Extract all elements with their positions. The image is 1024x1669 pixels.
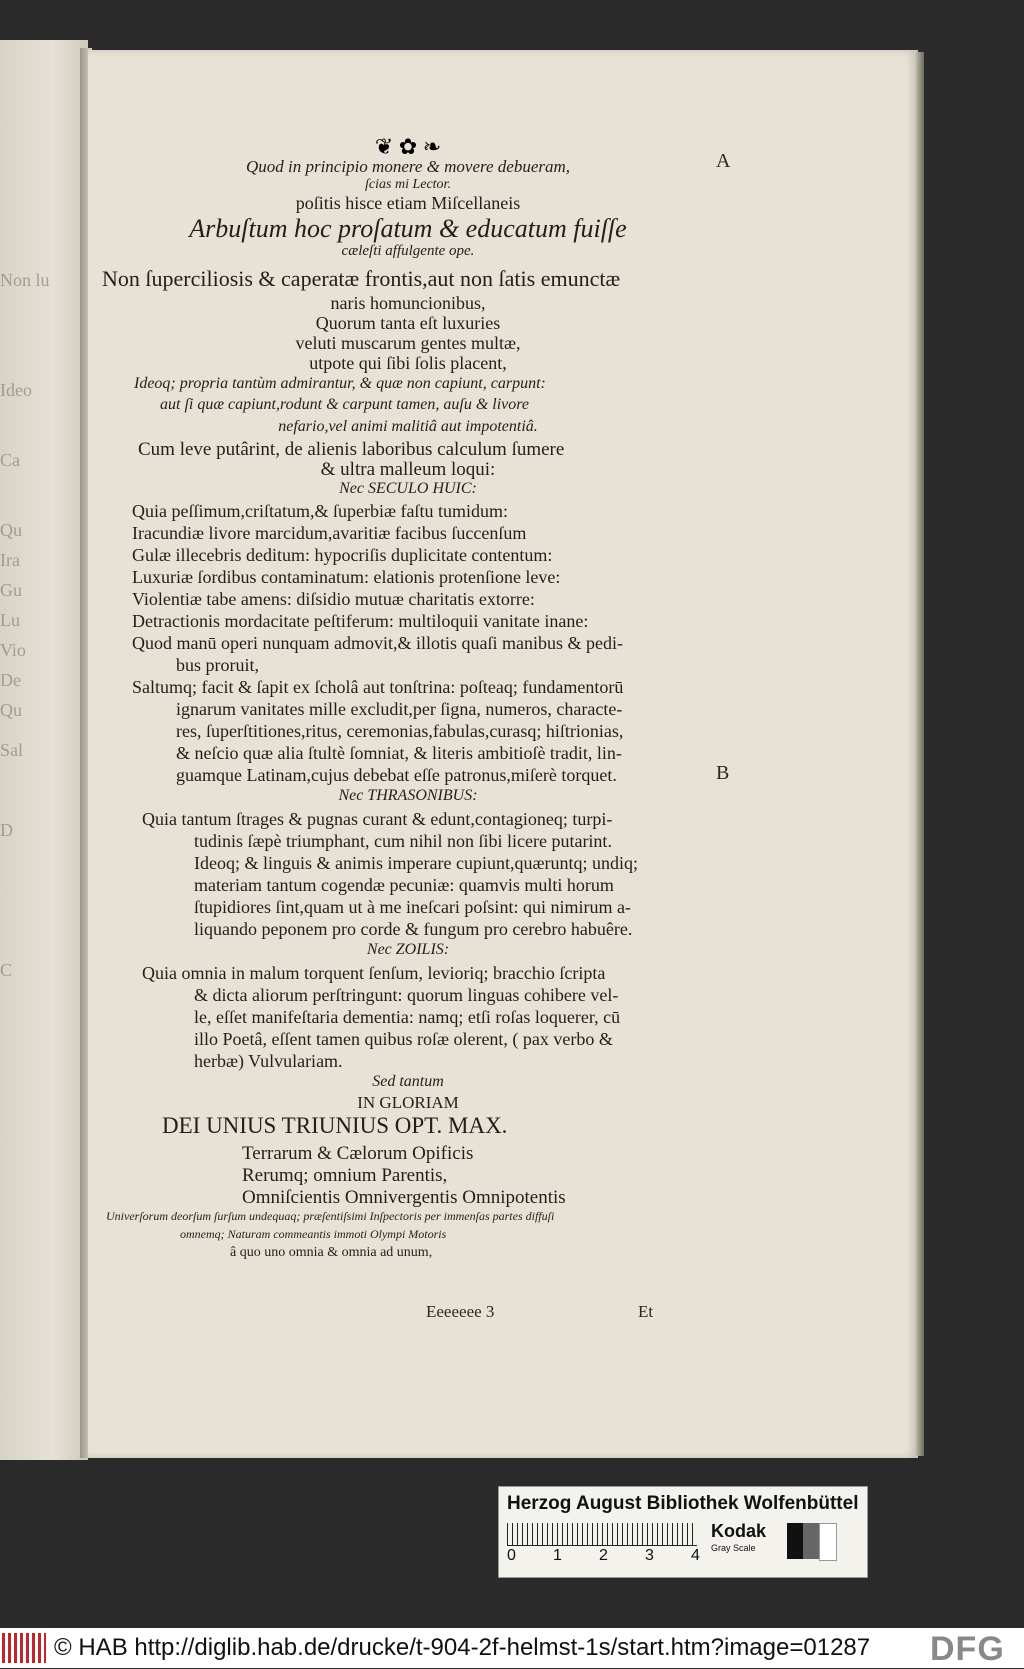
margin-mark-b: B <box>716 762 730 784</box>
text-line: res, ſuperſtitiones,ritus, ceremonias,fabulas,curasq; hiſtrionias, <box>176 721 624 741</box>
text-line: Violentiæ tabe amens: diſsidio mutuæ charitatis extorre: <box>132 589 535 609</box>
stamp-title: Herzog August Bibliothek Wolfenbüttel <box>507 1493 859 1514</box>
signature-mark: Eeeeeee 3 <box>426 1302 495 1321</box>
left-page-text: Gu <box>0 580 22 600</box>
gray-swatch-light <box>819 1523 837 1561</box>
left-page-text: C <box>0 960 13 980</box>
text-line: Quia omnia in malum torquent ſenſum, levioriq; bracchio ſcripta <box>142 963 606 983</box>
text-line: & neſcio quæ alia ſtultè ſomniat, & literis ambitioſè tradit, lin- <box>176 743 622 763</box>
text-line: bus proruit, <box>176 655 259 675</box>
left-page-text: Ideo <box>0 380 32 400</box>
text-line: Sed tantum <box>372 1073 444 1090</box>
text-line: tudinis ſæpè triumphant, cum nihil non ſibi licere putarint. <box>194 831 612 851</box>
book-page <box>88 50 918 1458</box>
text-line: Arbuſtum hoc proſatum & educatum fuiſſe <box>189 214 627 243</box>
left-page-text: Lu <box>0 610 20 630</box>
text-line: materiam tantum cogendæ pecuniæ: quamvis multi horum <box>194 875 614 895</box>
ruler-number: 0 <box>507 1547 516 1564</box>
text-line: â quo uno omnia & omnia ad unum, <box>230 1245 433 1260</box>
text-line: aut ſi quæ capiunt,rodunt & carpunt tamen, auſu & livore <box>160 396 530 413</box>
text-line: illo Poetâ, eſſent tamen quibus roſæ olerent, ( pax verbo & <box>194 1029 613 1049</box>
text-line: Quod manū operi nunquam admovit,& illotis quaſi manibus & pedi- <box>132 633 623 653</box>
text-line: Gulæ illecebris deditum: hypocriſis duplicitate contentum: <box>132 545 553 565</box>
text-line: Quod in principio monere & movere debueram, <box>245 157 571 176</box>
text-line: Rerumq; omnium Parentis, <box>242 1165 448 1186</box>
text-line: Quia tantum ſtrages & pugnas curant & edunt,contagioneq; turpi- <box>142 809 613 829</box>
text-line: Cum leve putârint, de alienis laboribus calculum ſumere <box>138 439 565 460</box>
left-page-text: Ca <box>0 450 20 470</box>
ruler-number: 3 <box>645 1547 654 1564</box>
text-line: DEI UNIUS TRIUNIUS OPT. MAX. <box>162 1113 508 1138</box>
text-line: Quorum tanta eſt luxuries <box>315 313 501 333</box>
viewer-footer <box>0 1628 1024 1668</box>
text-line: Iracundiæ livore marcidum,avaritiæ facibus ſuccenſum <box>132 523 527 543</box>
text-line: IN GLORIAM <box>357 1093 459 1112</box>
margin-mark-a: A <box>716 150 731 172</box>
head-ornament: ❦ ✿ ❧ <box>374 134 442 159</box>
library-stamp <box>498 1486 868 1578</box>
scale-ruler <box>507 1523 697 1546</box>
source-url[interactable]: © HAB http://diglib.hab.de/drucke/t-904-2f-helmst-1s/start.htm?image=01287 <box>54 1634 871 1661</box>
text-line: ſtupidiores ſint,quam ut à me ineſcari poſsint: qui nimirum a- <box>194 897 631 917</box>
text-line: poſitis hisce etiam Miſcellaneis <box>295 193 521 213</box>
gray-scale-label: Gray Scale <box>711 1543 756 1553</box>
text-line: utpote qui ſibi ſolis placent, <box>309 353 507 373</box>
text-line: Ideoq; & linguis & animis imperare cupiunt,quæruntq; undiq; <box>194 853 638 873</box>
text-line: ignarum vanitates mille excludit,per ſigna, numeros, characte- <box>176 699 623 719</box>
gray-swatch-dark <box>787 1523 803 1559</box>
text-line: guamque Latinam,cujus debebat eſſe patronus,miſerè torquet. <box>176 765 617 785</box>
text-line: Nec THRASONIBUS: <box>338 787 478 804</box>
left-page-text: Qu <box>0 700 22 720</box>
text-line: cæleſti affulgente ope. <box>341 243 475 259</box>
text-line: Luxuriæ ſordibus contaminatum: elationis protenſione leve: <box>132 567 561 587</box>
left-page-edge <box>0 40 88 1460</box>
text-line: Non ſuperciliosis & caperatæ frontis,aut non ſatis emunctæ <box>102 266 621 291</box>
text-line: & dicta aliorum perſtringunt: quorum linguas cohibere vel- <box>194 985 619 1005</box>
left-page-text: Sal <box>0 740 24 760</box>
gray-swatch-mid <box>803 1523 819 1559</box>
left-page-text: De <box>0 670 21 690</box>
text-line: Omniſcientis Omnivergentis Omnipotentis <box>242 1187 566 1208</box>
page-edge <box>916 52 924 1456</box>
text-line: le, eſſet manifeſtaria dementia: namq; etſi roſas loquerer, cū <box>194 1007 621 1027</box>
dfg-logo: DFG <box>930 1630 1005 1668</box>
ruler-number: 4 <box>691 1547 700 1564</box>
ruler-number: 2 <box>599 1547 608 1564</box>
left-page-text: Ira <box>0 550 20 570</box>
text-line: nefario,vel animi malitiâ aut impotentiâ. <box>278 418 538 435</box>
ruler-number: 1 <box>553 1547 562 1564</box>
text-line: Detractionis mordacitate peſtiferum: multiloquii vanitate inane: <box>132 611 589 631</box>
left-page-text: Vio <box>0 640 26 660</box>
left-page-text: Qu <box>0 520 22 540</box>
text-line: naris homuncionibus, <box>330 293 486 313</box>
text-line: Saltumq; facit & ſapit ex ſcholâ aut tonſtrina: poſteaq; fundamentorū <box>132 677 624 697</box>
left-page-text: Non lu <box>0 270 50 290</box>
text-line: ſcias mi Lector. <box>365 177 451 192</box>
hab-logo-icon <box>2 1633 46 1663</box>
catchword: Et <box>638 1302 654 1321</box>
left-page-text: D <box>0 820 13 840</box>
text-line: Terrarum & Cælorum Opificis <box>242 1143 474 1164</box>
text-line: Nec SECULO HUIC: <box>339 480 477 497</box>
text-line: omnemq; Naturam commeantis immoti Olympi Motoris <box>180 1227 447 1241</box>
text-line: Univerſorum deorſum ſurſum undequaq; præſentiſsimi Inſpectoris per immenſas partes diffuſi <box>106 1209 555 1223</box>
text-line: Quia peſſimum,criſtatum,& ſuperbiæ faſtu tumidum: <box>132 501 508 521</box>
text-line: Nec ZOILIS: <box>366 941 450 958</box>
text-line: herbæ) Vulvulariam. <box>194 1051 343 1071</box>
kodak-brand: Kodak <box>711 1521 767 1541</box>
text-line: & ultra malleum loqui: <box>320 459 496 480</box>
text-line: liquando peponem pro corde & fungum pro cerebro habuêre. <box>194 919 633 939</box>
text-line: veluti muscarum gentes multæ, <box>295 333 521 353</box>
text-line: Ideoq; propria tantùm admirantur, & quæ non capiunt, carpunt: <box>134 375 546 392</box>
